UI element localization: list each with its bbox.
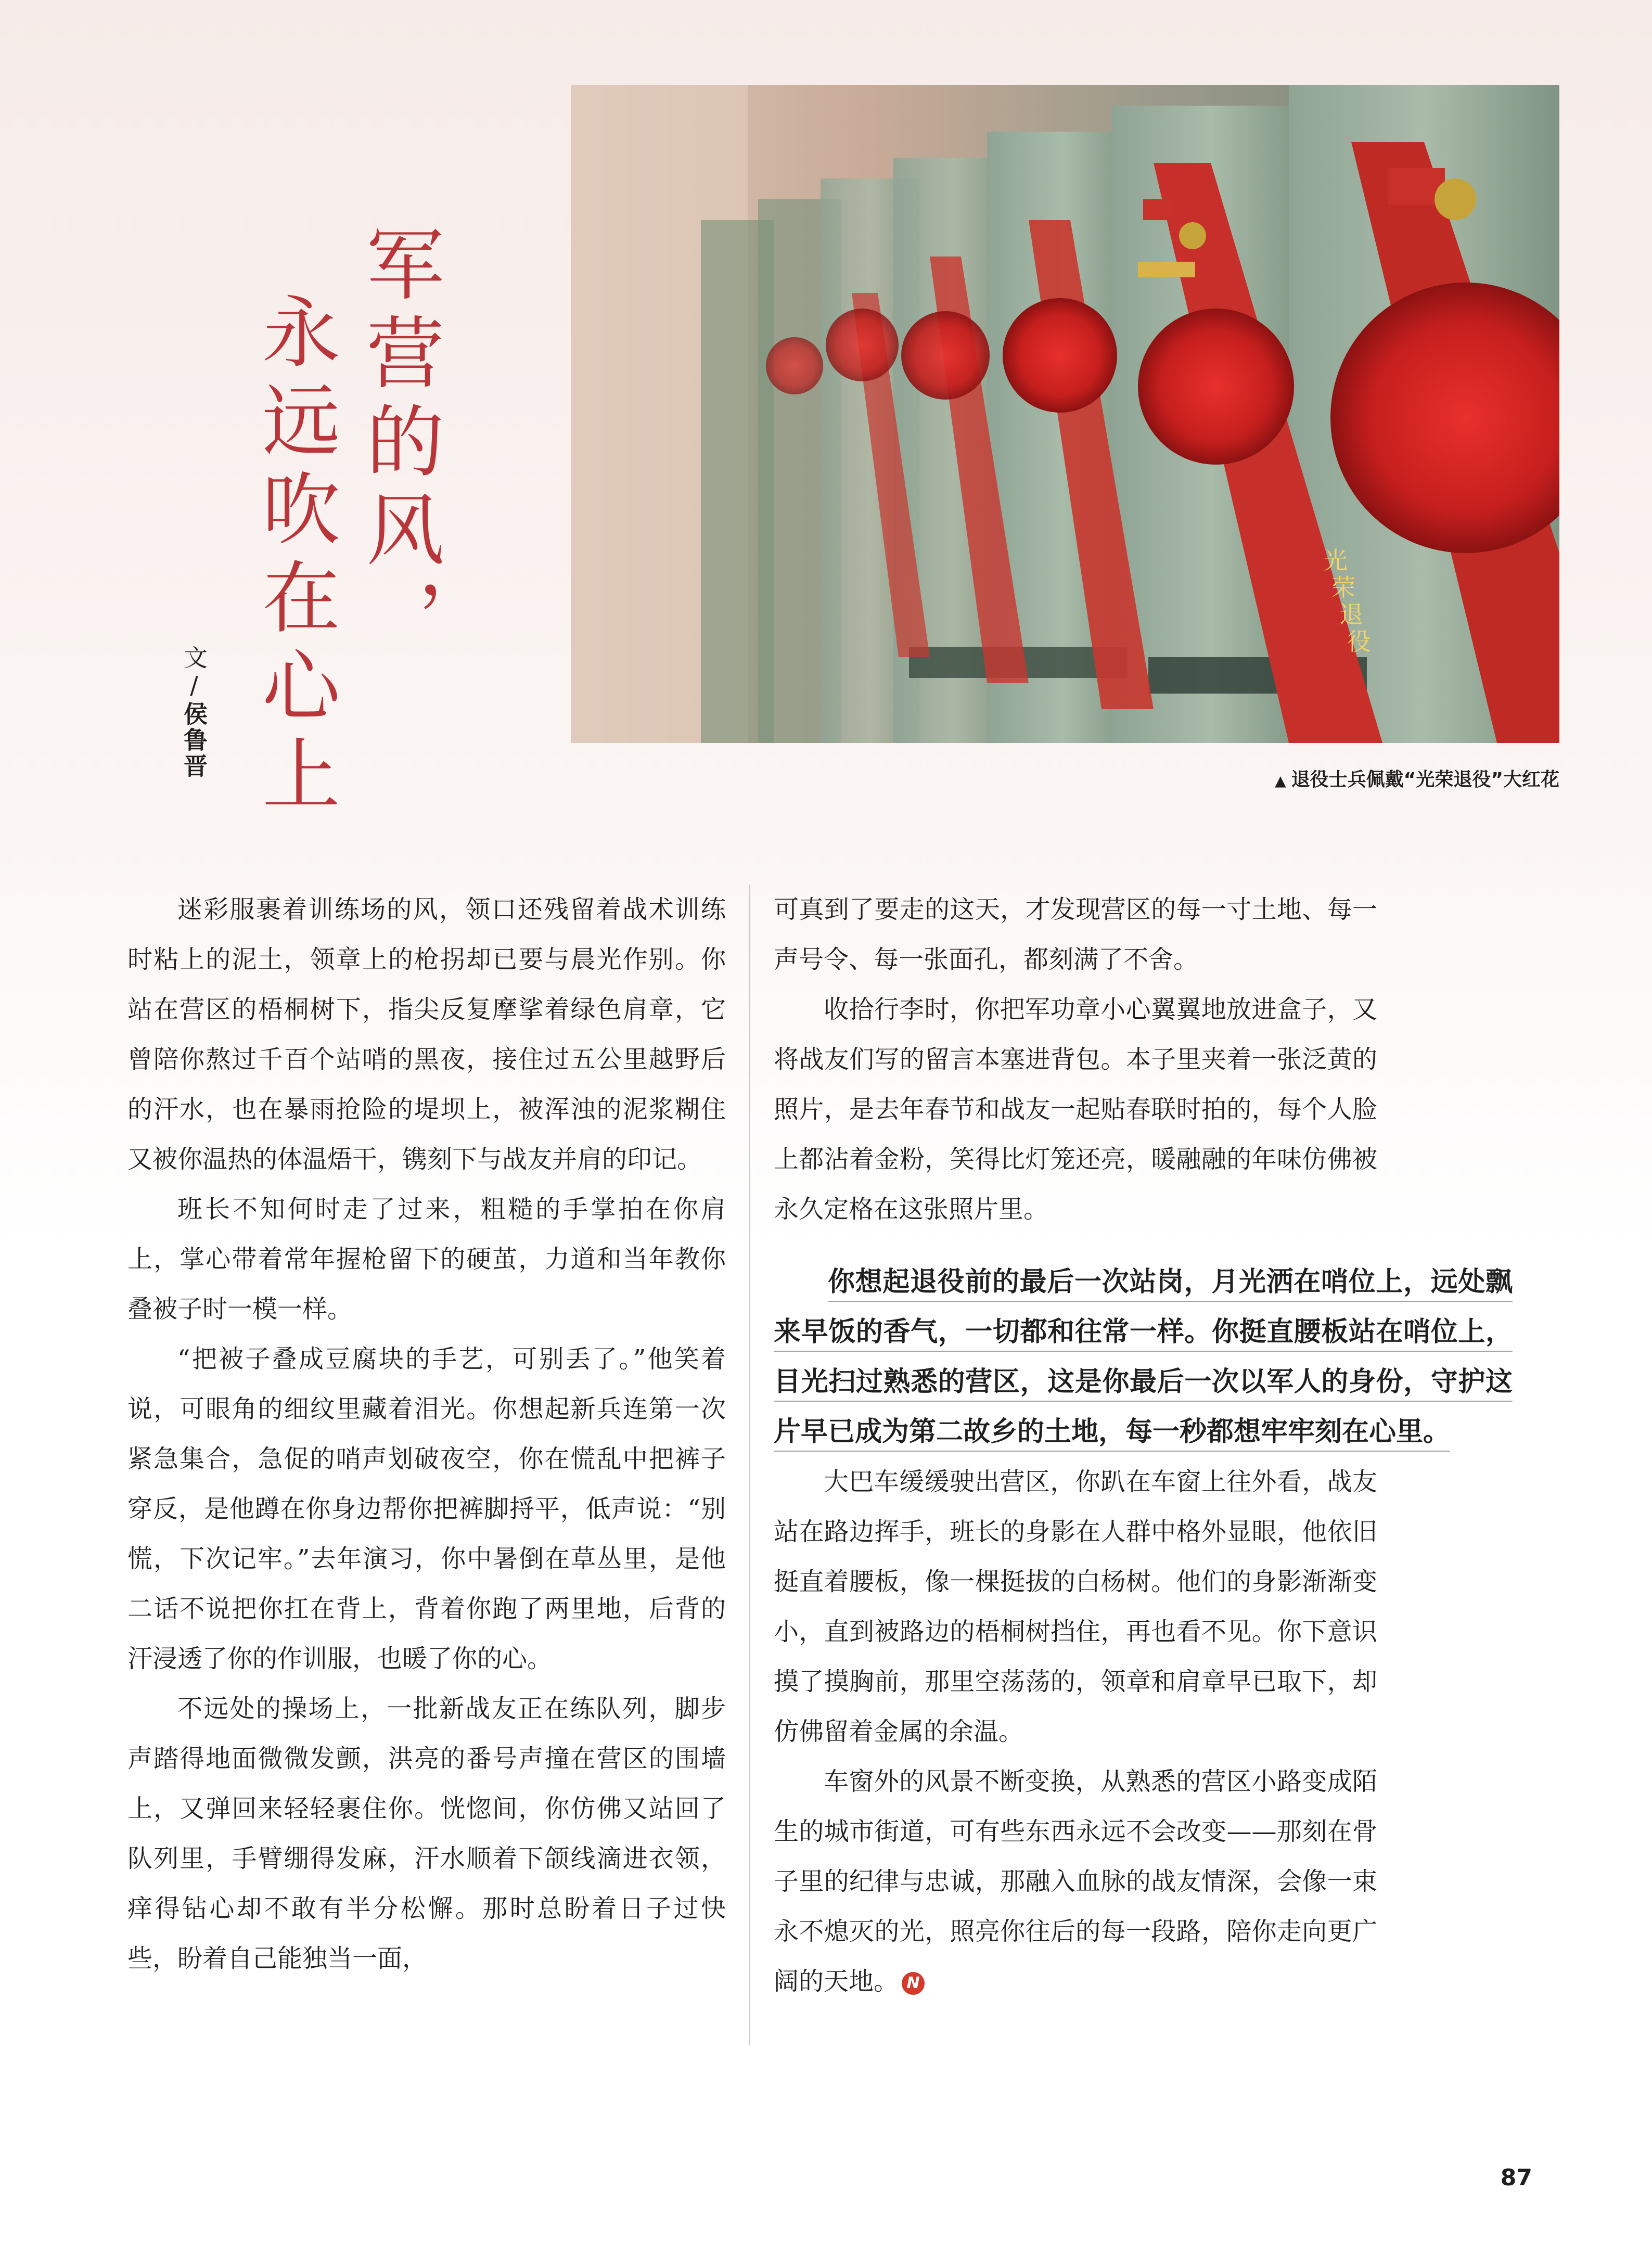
pull-quote-text: 你想起退役前的最后一次站岗，月光洒在哨位上，远处飘来早饭的香气，一切都和往常一样。你挺直腰板站在哨位上，目光扫过熟悉的营区，这是你最后一次以军人的身份，守护这片早已成为第二故乡的土地，每一秒都想牢牢刻在心里。: [774, 1266, 1513, 1452]
soldiers-illustration: [571, 85, 1559, 743]
author-prefix: 文/: [180, 645, 208, 701]
paragraph: 班长不知何时走了过来，粗糙的手掌拍在你肩上，掌心带着常年握枪留下的硬茧，力道和当年教你叠被子时一模一样。: [127, 1195, 726, 1324]
right-column: [774, 885, 1513, 2006]
author-byline: [177, 645, 211, 779]
hero-photo: [571, 85, 1559, 743]
paragraph: 迷彩服裹着训练场的风，领口还残留着战术训练时粘上的泥土，领章上的枪拐却已要与晨光作别。你站在营区的梧桐树下，指尖反复摩挲着绿色肩章，它曾陪你熬过千百个站哨的黑夜，接住过五公里越野后的汗水，也在暴雨抢险的堤坝上，被浑浊的泥浆糊住又被你温热的体温焐干，镌刻下与战友并肩的印记。: [127, 895, 726, 1174]
sash-text: 光荣退役: [1324, 546, 1371, 656]
title-line-1: 军营的风，: [353, 224, 443, 666]
final-text: 车窗外的风景不断变换，从熟悉的营区小路变成陌生的城市街道，可有些东西永远不会改变——那刻在骨子里的纪律与忠诚，那融入血脉的战友情深，会像一束永不熄灭的光，照亮你往后的每一段路，陪你走向更广阔的天地。: [774, 1767, 1377, 1996]
left-column: [127, 885, 726, 1983]
caption-triangle-icon: ▲: [1275, 772, 1286, 789]
author-name: 侯鲁晋: [180, 701, 208, 779]
pull-quote: [774, 1257, 1513, 1457]
paragraph: 不远处的操场上，一批新战友正在练队列，脚步声踏得地面微微发颤，洪亮的番号声撞在营区的围墙上，又弹回来轻轻裹住你。恍惚间，你仿佛又站回了队列里，手臂绷得发麻，汗水顺着下颌线滴进衣领，痒得钻心却不敢有半分松懈。那时总盼着日子过快些，盼着自己能独当一面，: [127, 1694, 726, 1973]
photo-caption: [1275, 765, 1559, 791]
paragraph: 收拾行李时，你把军功章小心翼翼地放进盒子，又将战友们写的留言本塞进背包。本子里夹着一张泛黄的照片，是去年春节和战友一起贴春联时拍的，每个人脸上都沾着金粉，笑得比灯笼还亮，暖融融的年味仿佛被永久定格在这张照片里。: [774, 995, 1377, 1224]
page-number: 87: [1500, 2164, 1532, 2191]
paragraph-final: [774, 1757, 1377, 2006]
paragraph: 大巴车缓缓驶出营区，你趴在车窗上往外看，战友站在路边挥手，班长的身影在人群中格外显眼，他依旧挺直着腰板，像一棵挺拔的白杨树。他们的身影渐渐变小，直到被路边的梧桐树挡住，再也看不见。你下意识摸了摸胸前，那里空荡荡的，领章和肩章早已取下，却仿佛留着金属的余温。: [774, 1467, 1377, 1746]
caption-text: 退役士兵佩戴“光荣退役”大红花: [1291, 769, 1559, 790]
column-divider: [749, 885, 750, 2045]
title-line-2: 永远吹在心上: [249, 291, 339, 822]
paragraph-continuation: 可真到了要走的这天，才发现营区的每一寸土地、每一声号令、每一张面孔，都刻满了不舍。: [774, 895, 1377, 974]
paragraph: “把被子叠成豆腐块的手艺，可别丢了。”他笑着说，可眼角的细纹里藏着泪光。你想起新兵连第一次紧急集合，急促的哨声划破夜空，你在慌乱中把裤子穿反，是他蹲在你身边帮你把裤脚捋平，低声说：“别慌，下次记牢。”去年演习，你中暑倒在草丛里，是他二话不说把你扛在背上，背着你跑了两里地，后背的汗浸透了你的作训服，也暖了你的心。: [127, 1344, 726, 1673]
end-mark-icon: N: [902, 1972, 925, 1995]
